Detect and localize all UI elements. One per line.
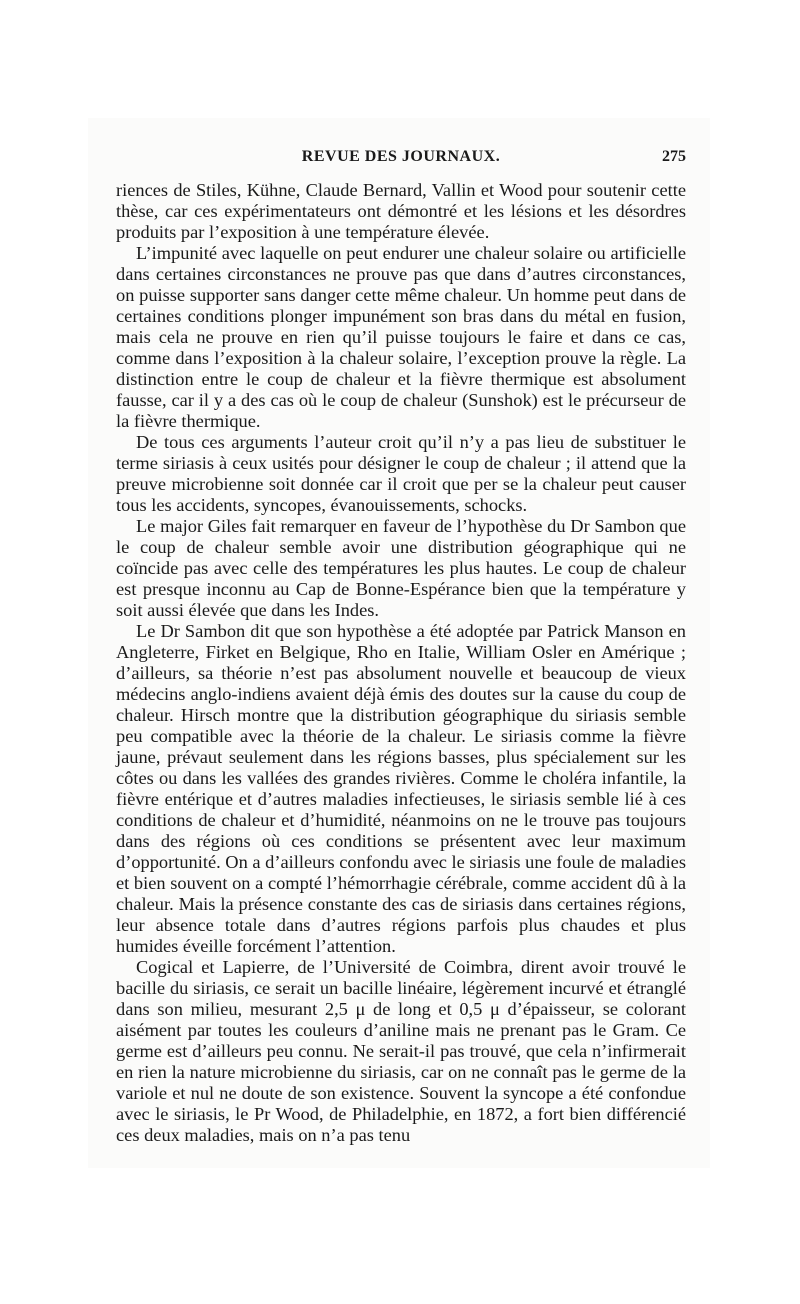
running-title: REVUE DES JOURNAUX. xyxy=(301,148,501,165)
paragraph-4: Le major Giles fait remarquer en faveur de l’hypothèse du Dr Sambon que le coup de chaleur semble avoir une distribution géographique qui ne coïncide pas avec celle des températures les plus hautes. Le coup de chaleur est presque inconnu au Cap de Bonne-Espérance bien que la température y soit aussi élevée que dans les Indes. xyxy=(116,516,686,620)
page-number: 275 xyxy=(662,148,686,165)
page-header xyxy=(116,148,686,170)
paragraph-1: riences de Stiles, Kühne, Claude Bernard, Vallin et Wood pour soutenir cette thèse, car ces expérimentateurs ont démontré et les lésions et les désordres produits par l’exposition à une température élevée. xyxy=(116,180,686,242)
paragraph-2: L’impunité avec laquelle on peut endurer une chaleur solaire ou artificielle dans certaines circonstances ne prouve pas que dans d’autres circonstances, on puisse supporter sans danger cette même chaleur. Un homme peut dans de certaines conditions plonger impunément son bras dans du métal en fusion, mais cela ne prouve en rien qu’il puisse toujours le faire et dans ce cas, comme dans l’exposition à la chaleur solaire, l’exception prouve la règle. La distinction entre le coup de chaleur et la fièvre thermique est absolument fausse, car il y a des cas où le coup de chaleur (Sunshok) est le précurseur de la fièvre thermique. xyxy=(116,243,686,431)
paragraph-5: Le Dr Sambon dit que son hypothèse a été adoptée par Patrick Manson en Angleterre, Firket en Belgique, Rho en Italie, William Osler en Amérique ; d’ailleurs, sa théorie n’est pas absolument nouvelle et beaucoup de vieux médecins anglo-indiens avaient déjà émis des doutes sur la cause du coup de chaleur. Hirsch montre que la distribution géographique du siriasis semble peu compatible avec la théorie de la chaleur. Le siriasis comme la fièvre jaune, prévaut seulement dans les régions basses, plus spécialement sur les côtes ou dans les vallées des grandes rivières. Comme le choléra infantile, la fièvre entérique et d’autres maladies infectieuses, le siriasis semble lié à ces conditions de chaleur et d’humidité, néanmoins on ne le trouve pas toujours dans des régions où ces conditions se présentent avec leur maximum d’opportunité. On a d’ailleurs confondu avec le siriasis une foule de maladies et bien souvent on a compté l’hémorrhagie cérébrale, comme accident dû à la chaleur. Mais la présence constante des cas de siriasis dans certaines régions, leur absence totale dans d’autres régions parfois plus chaudes et plus humides éveille forcément l’attention. xyxy=(116,621,686,956)
paragraph-3: De tous ces arguments l’auteur croit qu’il n’y a pas lieu de substituer le terme siriasis à ceux usités pour désigner le coup de chaleur ; il attend que la preuve microbienne soit donnée car il croit que per se la chaleur peut causer tous les accidents, syncopes, évanouissements, schocks. xyxy=(116,432,686,515)
body-text xyxy=(116,180,686,1146)
paragraph-6: Cogical et Lapierre, de l’Université de Coimbra, dirent avoir trouvé le bacille du siriasis, ce serait un bacille linéaire, légèrement incurvé et étranglé dans son milieu, mesurant 2,5 μ de long et 0,5 μ d’épaisseur, se colorant aisément par toutes les couleurs d’aniline mais ne prenant pas le Gram. Ce germe est d’ailleurs peu connu. Ne serait-il pas trouvé, que cela n’infirmerait en rien la nature microbienne du siriasis, car on ne connaît pas le germe de la variole et nul ne doute de son existence. Souvent la syncope a été confondue avec le siriasis, le Pr Wood, de Philadelphie, en 1872, a fort bien différencié ces deux maladies, mais on n’a pas tenu xyxy=(116,957,686,1145)
